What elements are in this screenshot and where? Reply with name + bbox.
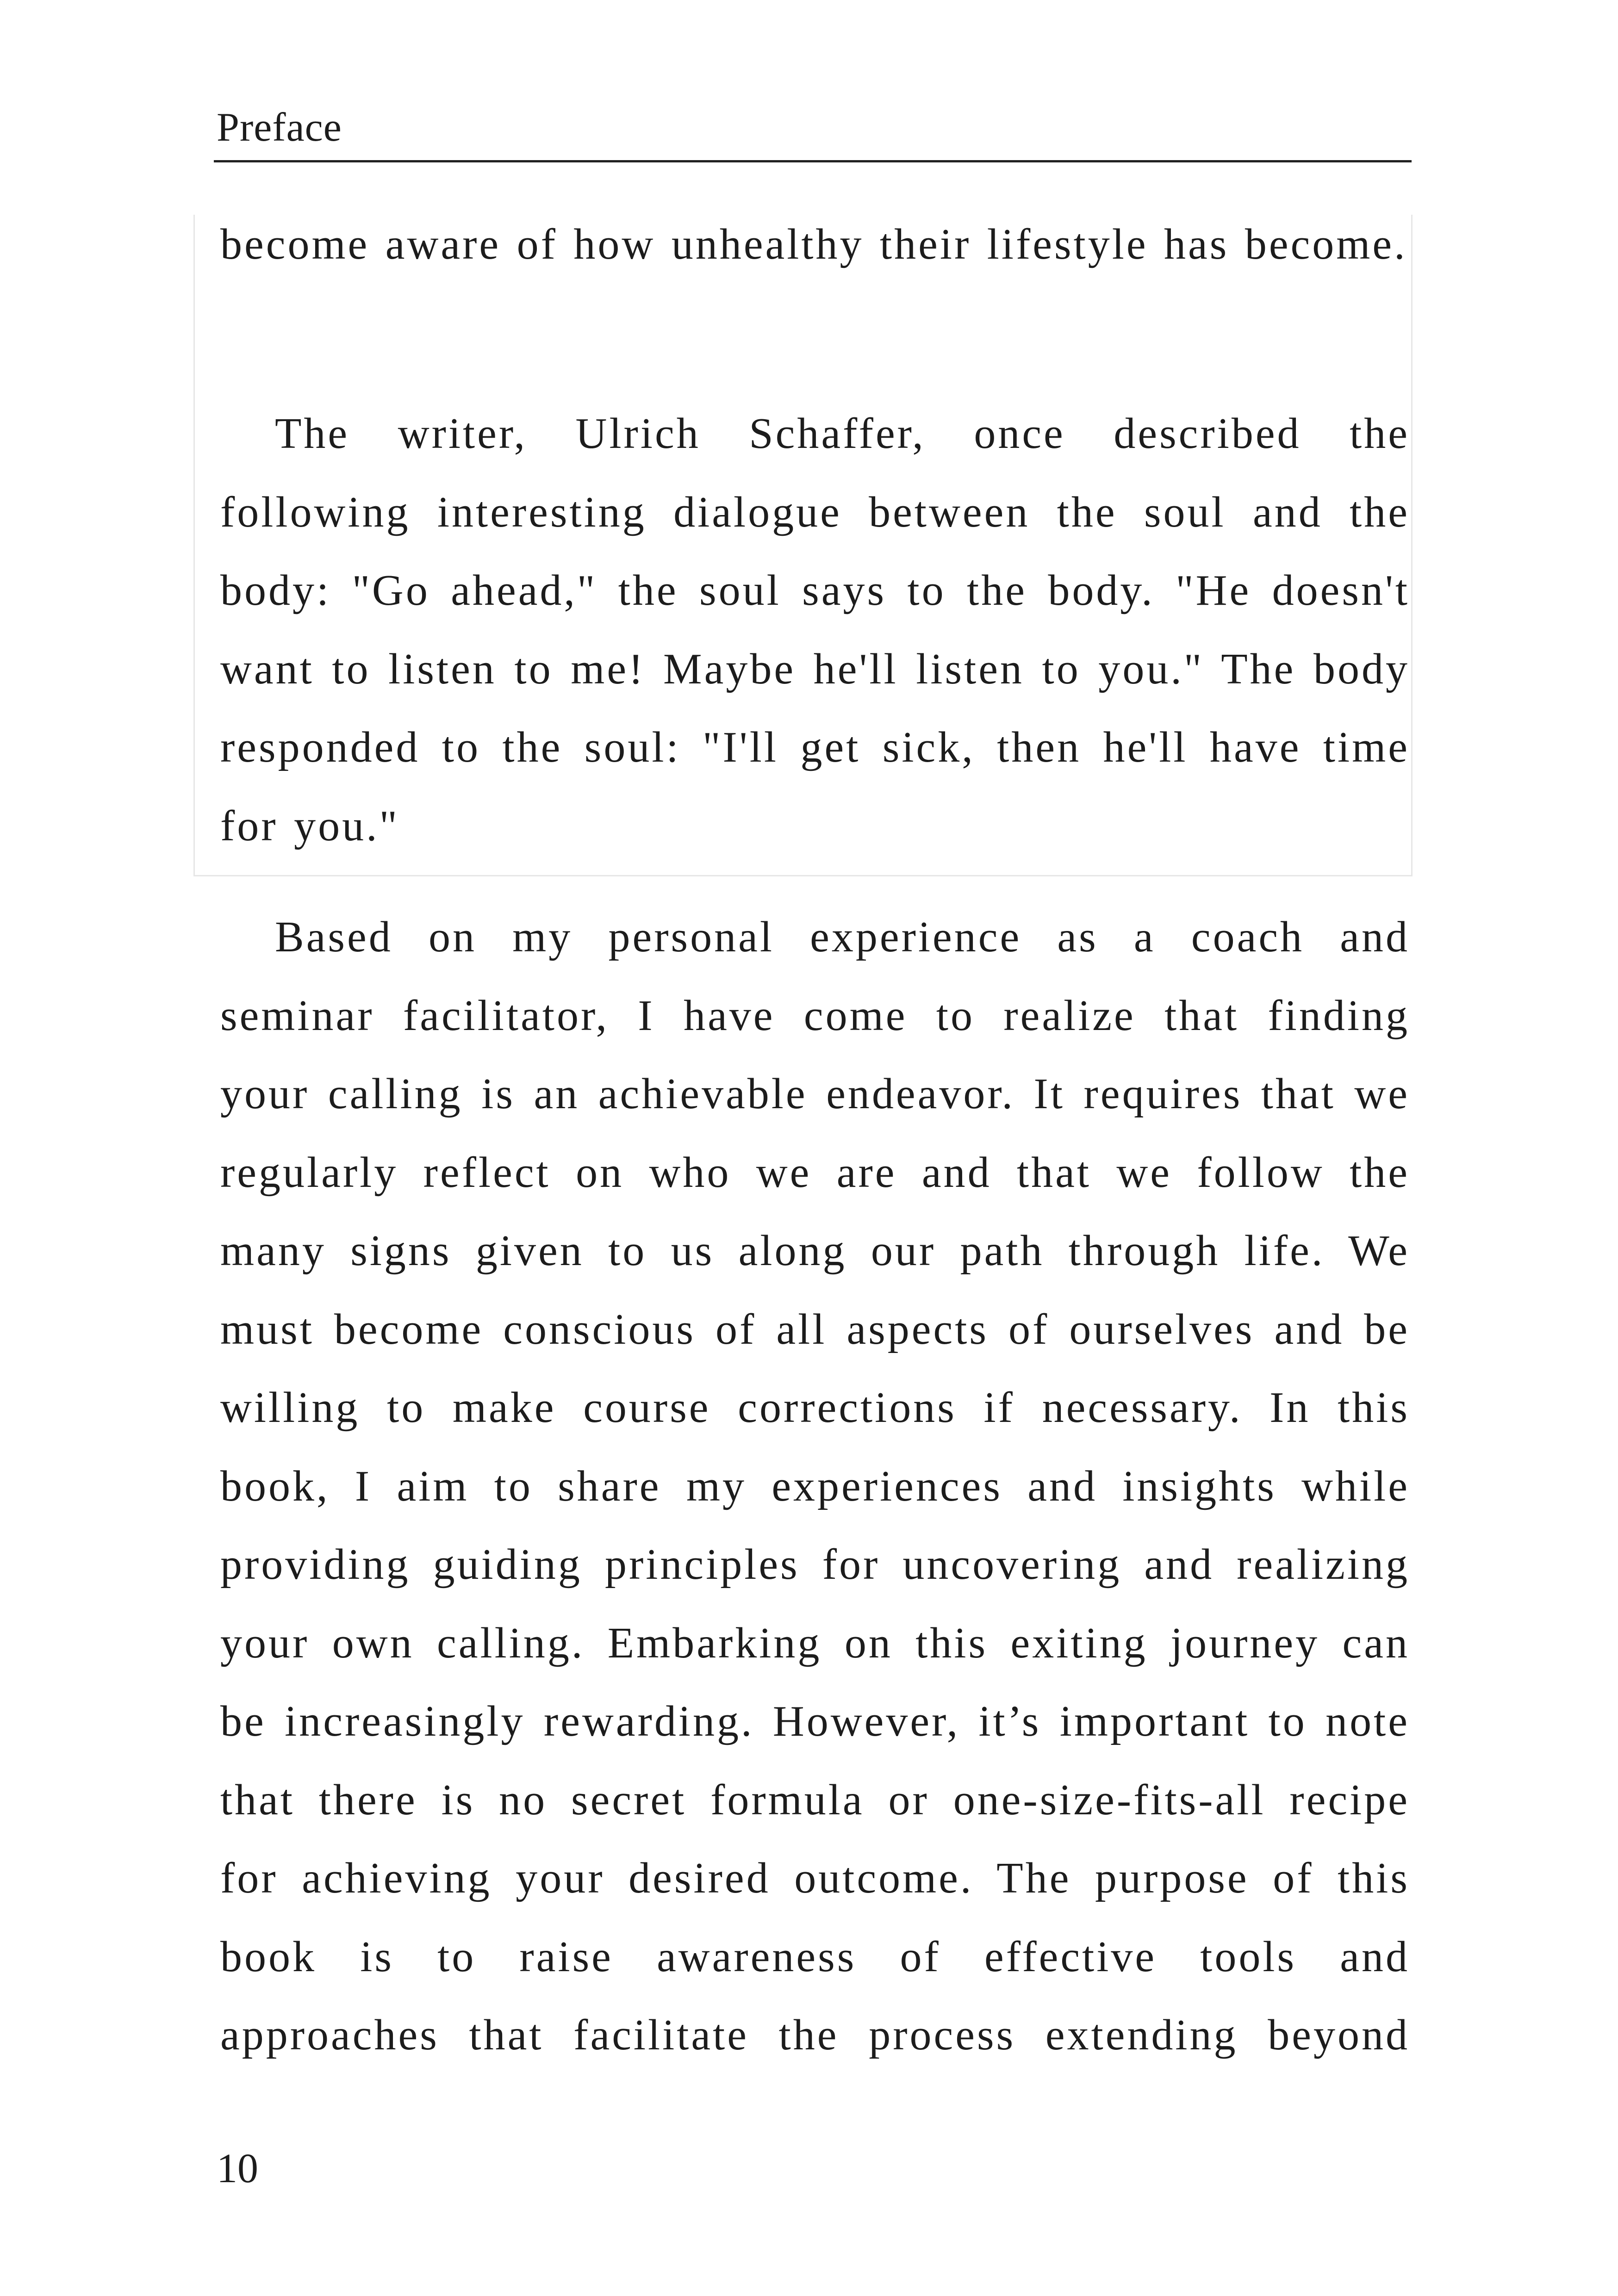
page-number: 10: [217, 2146, 258, 2191]
body-paragraph-main: Based on my personal experience as a coach and seminar facilitator, I have come to realize that finding your calling is an achievable endeavor. It requires that we regularly reflect on who we are and that we follow the many signs given to us along our path through life. We must become conscious of all aspects of ourselves and be willing to make course corrections if necessary. In this book, I aim to share my experiences and insights while providing guiding principles for uncovering and realizing your own calling. Embarking on this exiting journey can be increasingly rewarding. However, it’s important to note that there is no secret formula or one-size-fits-all recipe for achieving your desired outcome. The purpose of this book is to raise awareness of effective tools and approaches that facilitate the process extending beyond: [220, 913, 1410, 2059]
body-paragraph-continued: become aware of how unhealthy their lifestyle has become.: [220, 220, 1407, 268]
header-divider: [214, 160, 1412, 162]
body-paragraph-quote: The writer, Ulrich Schaffer, once described the following interesting dialogue between the soul and the body: "Go ahead," the soul says to the body. "He doesn't want to listen to me! Maybe he'll listen to you." The body responded to the soul: "I'll get sick, then he'll have time for you.": [220, 410, 1410, 850]
running-header: Preface: [217, 105, 342, 150]
